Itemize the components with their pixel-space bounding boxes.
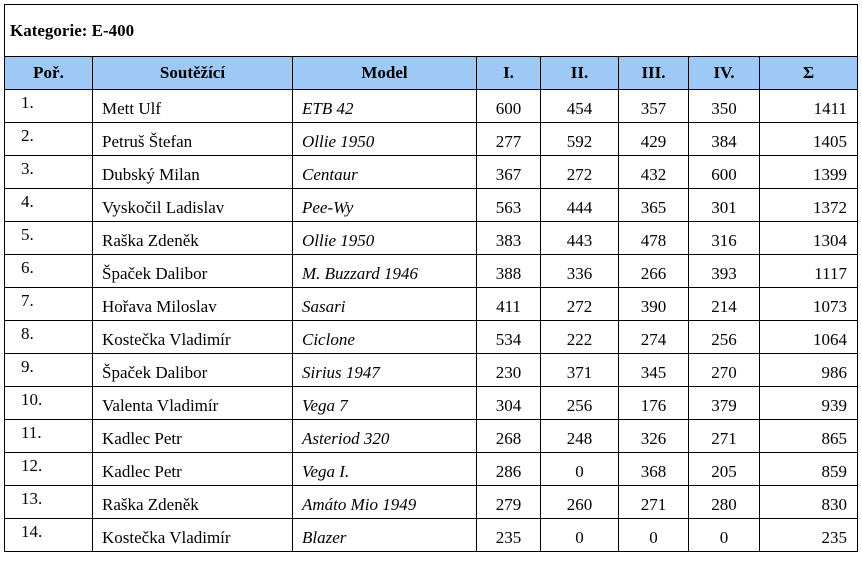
round-3-cell: 478 xyxy=(619,222,689,255)
round-3-cell: 176 xyxy=(619,387,689,420)
competitor-cell: Špaček Dalibor xyxy=(93,255,293,288)
round-1-cell: 563 xyxy=(477,189,541,222)
model-cell: ETB 42 xyxy=(293,90,477,123)
round-1-cell: 279 xyxy=(477,486,541,519)
round-4-cell: 393 xyxy=(689,255,760,288)
model-cell: Vega 7 xyxy=(293,387,477,420)
table-row xyxy=(5,453,858,486)
header-sum: Σ xyxy=(760,57,858,90)
round-3-cell: 0 xyxy=(619,519,689,552)
sum-cell: 986 xyxy=(760,354,858,387)
round-1-cell: 388 xyxy=(477,255,541,288)
round-1-cell: 600 xyxy=(477,90,541,123)
sum-cell: 865 xyxy=(760,420,858,453)
competitor-cell: Kadlec Petr xyxy=(93,453,293,486)
round-1-cell: 277 xyxy=(477,123,541,156)
model-cell: Sirius 1947 xyxy=(293,354,477,387)
rank-cell: 7. xyxy=(5,288,93,321)
rank-cell: 14. xyxy=(5,519,93,552)
round-2-cell: 272 xyxy=(541,288,619,321)
header-round-2: II. xyxy=(541,57,619,90)
header-round-4: IV. xyxy=(689,57,760,90)
rank-cell: 11. xyxy=(5,420,93,453)
competitor-cell: Raška Zdeněk xyxy=(93,486,293,519)
competitor-cell: Špaček Dalibor xyxy=(93,354,293,387)
round-2-cell: 222 xyxy=(541,321,619,354)
table-row xyxy=(5,222,858,255)
rank-cell: 10. xyxy=(5,387,93,420)
table-row xyxy=(5,387,858,420)
round-2-cell: 454 xyxy=(541,90,619,123)
round-2-cell: 256 xyxy=(541,387,619,420)
header-round-1: I. xyxy=(477,57,541,90)
round-3-cell: 345 xyxy=(619,354,689,387)
round-3-cell: 274 xyxy=(619,321,689,354)
round-3-cell: 365 xyxy=(619,189,689,222)
competitor-cell: Vyskočil Ladislav xyxy=(93,189,293,222)
table-row xyxy=(5,519,858,552)
sum-cell: 1073 xyxy=(760,288,858,321)
round-1-cell: 235 xyxy=(477,519,541,552)
header-rank: Poř. xyxy=(5,57,93,90)
table-row xyxy=(5,189,858,222)
model-cell: Ciclone xyxy=(293,321,477,354)
category-title: Kategorie: E-400 xyxy=(5,5,858,57)
model-cell: Ollie 1950 xyxy=(293,222,477,255)
sum-cell: 1405 xyxy=(760,123,858,156)
table-row xyxy=(5,354,858,387)
round-4-cell: 256 xyxy=(689,321,760,354)
sum-cell: 939 xyxy=(760,387,858,420)
table-row xyxy=(5,123,858,156)
table-row xyxy=(5,90,858,123)
competitor-cell: Kostečka Vladimír xyxy=(93,519,293,552)
header-competitor: Soutěžící xyxy=(93,57,293,90)
round-4-cell: 301 xyxy=(689,189,760,222)
header-round-3: III. xyxy=(619,57,689,90)
results-table xyxy=(4,4,858,552)
round-2-cell: 0 xyxy=(541,519,619,552)
round-2-cell: 248 xyxy=(541,420,619,453)
round-4-cell: 270 xyxy=(689,354,760,387)
round-3-cell: 271 xyxy=(619,486,689,519)
model-cell: Vega I. xyxy=(293,453,477,486)
round-4-cell: 205 xyxy=(689,453,760,486)
rank-cell: 2. xyxy=(5,123,93,156)
competitor-cell: Dubský Milan xyxy=(93,156,293,189)
category-row xyxy=(5,5,858,57)
table-row xyxy=(5,486,858,519)
round-2-cell: 443 xyxy=(541,222,619,255)
round-3-cell: 429 xyxy=(619,123,689,156)
model-cell: Sasari xyxy=(293,288,477,321)
header-model: Model xyxy=(293,57,477,90)
results-body xyxy=(5,90,858,552)
sum-cell: 1117 xyxy=(760,255,858,288)
sum-cell: 859 xyxy=(760,453,858,486)
competitor-cell: Kadlec Petr xyxy=(93,420,293,453)
competitor-cell: Raška Zdeněk xyxy=(93,222,293,255)
round-4-cell: 280 xyxy=(689,486,760,519)
sum-cell: 1064 xyxy=(760,321,858,354)
rank-cell: 9. xyxy=(5,354,93,387)
sum-cell: 235 xyxy=(760,519,858,552)
round-4-cell: 0 xyxy=(689,519,760,552)
round-3-cell: 326 xyxy=(619,420,689,453)
sum-cell: 1411 xyxy=(760,90,858,123)
rank-cell: 1. xyxy=(5,90,93,123)
model-cell: Pee-Wy xyxy=(293,189,477,222)
round-4-cell: 384 xyxy=(689,123,760,156)
round-2-cell: 260 xyxy=(541,486,619,519)
round-4-cell: 316 xyxy=(689,222,760,255)
rank-cell: 8. xyxy=(5,321,93,354)
round-1-cell: 383 xyxy=(477,222,541,255)
rank-cell: 3. xyxy=(5,156,93,189)
round-1-cell: 286 xyxy=(477,453,541,486)
round-1-cell: 304 xyxy=(477,387,541,420)
round-3-cell: 368 xyxy=(619,453,689,486)
round-3-cell: 390 xyxy=(619,288,689,321)
round-3-cell: 357 xyxy=(619,90,689,123)
header-row xyxy=(5,57,858,90)
model-cell: Ollie 1950 xyxy=(293,123,477,156)
round-4-cell: 271 xyxy=(689,420,760,453)
rank-cell: 4. xyxy=(5,189,93,222)
competitor-cell: Petruš Štefan xyxy=(93,123,293,156)
table-row xyxy=(5,255,858,288)
table-row xyxy=(5,321,858,354)
sum-cell: 1372 xyxy=(760,189,858,222)
round-1-cell: 230 xyxy=(477,354,541,387)
round-2-cell: 0 xyxy=(541,453,619,486)
round-1-cell: 367 xyxy=(477,156,541,189)
results-sheet xyxy=(4,4,857,552)
competitor-cell: Mett Ulf xyxy=(93,90,293,123)
rank-cell: 5. xyxy=(5,222,93,255)
round-4-cell: 379 xyxy=(689,387,760,420)
round-4-cell: 600 xyxy=(689,156,760,189)
table-row xyxy=(5,156,858,189)
table-row xyxy=(5,288,858,321)
round-2-cell: 336 xyxy=(541,255,619,288)
competitor-cell: Kostečka Vladimír xyxy=(93,321,293,354)
round-3-cell: 266 xyxy=(619,255,689,288)
round-4-cell: 214 xyxy=(689,288,760,321)
model-cell: Blazer xyxy=(293,519,477,552)
sum-cell: 830 xyxy=(760,486,858,519)
round-3-cell: 432 xyxy=(619,156,689,189)
rank-cell: 12. xyxy=(5,453,93,486)
rank-cell: 6. xyxy=(5,255,93,288)
round-2-cell: 592 xyxy=(541,123,619,156)
round-1-cell: 534 xyxy=(477,321,541,354)
sum-cell: 1399 xyxy=(760,156,858,189)
round-2-cell: 371 xyxy=(541,354,619,387)
table-row xyxy=(5,420,858,453)
model-cell: Amáto Mio 1949 xyxy=(293,486,477,519)
competitor-cell: Valenta Vladimír xyxy=(93,387,293,420)
sum-cell: 1304 xyxy=(760,222,858,255)
round-1-cell: 411 xyxy=(477,288,541,321)
competitor-cell: Hořava Miloslav xyxy=(93,288,293,321)
round-4-cell: 350 xyxy=(689,90,760,123)
model-cell: M. Buzzard 1946 xyxy=(293,255,477,288)
round-2-cell: 444 xyxy=(541,189,619,222)
round-1-cell: 268 xyxy=(477,420,541,453)
model-cell: Asteriod 320 xyxy=(293,420,477,453)
rank-cell: 13. xyxy=(5,486,93,519)
round-2-cell: 272 xyxy=(541,156,619,189)
model-cell: Centaur xyxy=(293,156,477,189)
